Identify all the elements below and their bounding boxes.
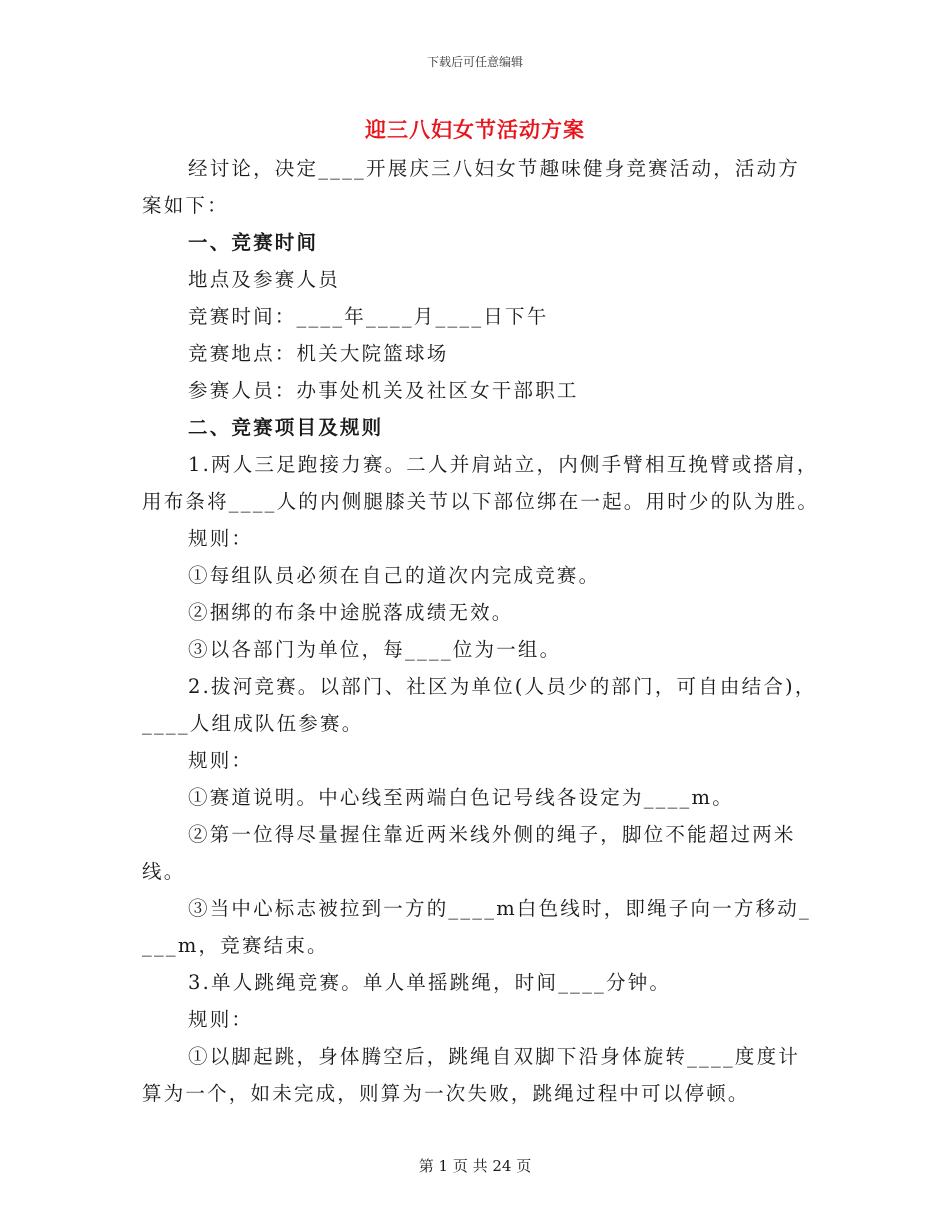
body-line: ___m，竞赛结束。 xyxy=(142,934,329,957)
body-line: 规则： xyxy=(188,527,254,550)
body-line: ②第一位得尽量握住靠近两米线外侧的绳子，脚位不能超过两米 xyxy=(188,823,796,846)
body-line: ②捆绑的布条中途脱落成绩无效。 xyxy=(188,601,514,624)
body-line: 2.拔河竞赛。以部门、社区为单位(人员少的部门，可自由结合)， xyxy=(188,675,817,698)
body-line: ①每组队员必须在自己的道次内完成竞赛。 xyxy=(188,564,601,587)
body-line: 用布条将____人的内侧腿膝关节以下部位绑在一起。用时少的队为胜。 xyxy=(142,490,820,513)
body-line: 规则： xyxy=(188,749,254,772)
document-body xyxy=(142,150,820,1112)
body-line: 案如下： xyxy=(142,194,229,217)
body-line: 3.单人跳绳竞赛。单人单摇跳绳，时间____分钟。 xyxy=(188,971,672,994)
body-line: 1.两人三足跑接力赛。二人并肩站立，内侧手臂相互挽臂或搭肩， xyxy=(188,453,819,476)
body-line: ____人组成队伍参赛。 xyxy=(142,712,364,735)
body-line: 竞赛地点：机关大院篮球场 xyxy=(188,342,449,365)
body-line: 竞赛时间：____年____月____日下午 xyxy=(188,305,549,328)
document-title: 迎三八妇女节活动方案 xyxy=(365,117,585,142)
body-line: ①赛道说明。中心线至两端白色记号线各设定为____m。 xyxy=(188,786,734,809)
section-heading: 一、竞赛时间 xyxy=(188,231,319,254)
header-note: 下载后可任意编辑 xyxy=(426,55,523,69)
body-line: 地点及参赛人员 xyxy=(188,268,340,291)
body-line: ③当中心标志被拉到一方的____m白色线时，即绳子向一方移动_ xyxy=(188,897,811,920)
body-line: 算为一个，如未完成，则算为一次失败，跳绳过程中可以停顿。 xyxy=(142,1082,750,1105)
body-line: ①以脚起跳，身体腾空后，跳绳自双脚下沿身体旋转____度度计 xyxy=(188,1045,801,1068)
body-line: 规则： xyxy=(188,1008,254,1031)
body-line: 经讨论，决定____开展庆三八妇女节趣味健身竞赛活动，活动方 xyxy=(188,157,801,180)
body-line: 线。 xyxy=(142,860,186,883)
body-line: ③以各部门为单位，每____位为一组。 xyxy=(188,638,562,661)
section-heading: 二、竞赛项目及规则 xyxy=(188,416,384,439)
page-footer: 第 1 页 共 24 页 xyxy=(418,1157,532,1175)
body-line: 参赛人员：办事处机关及社区女干部职工 xyxy=(188,379,579,402)
